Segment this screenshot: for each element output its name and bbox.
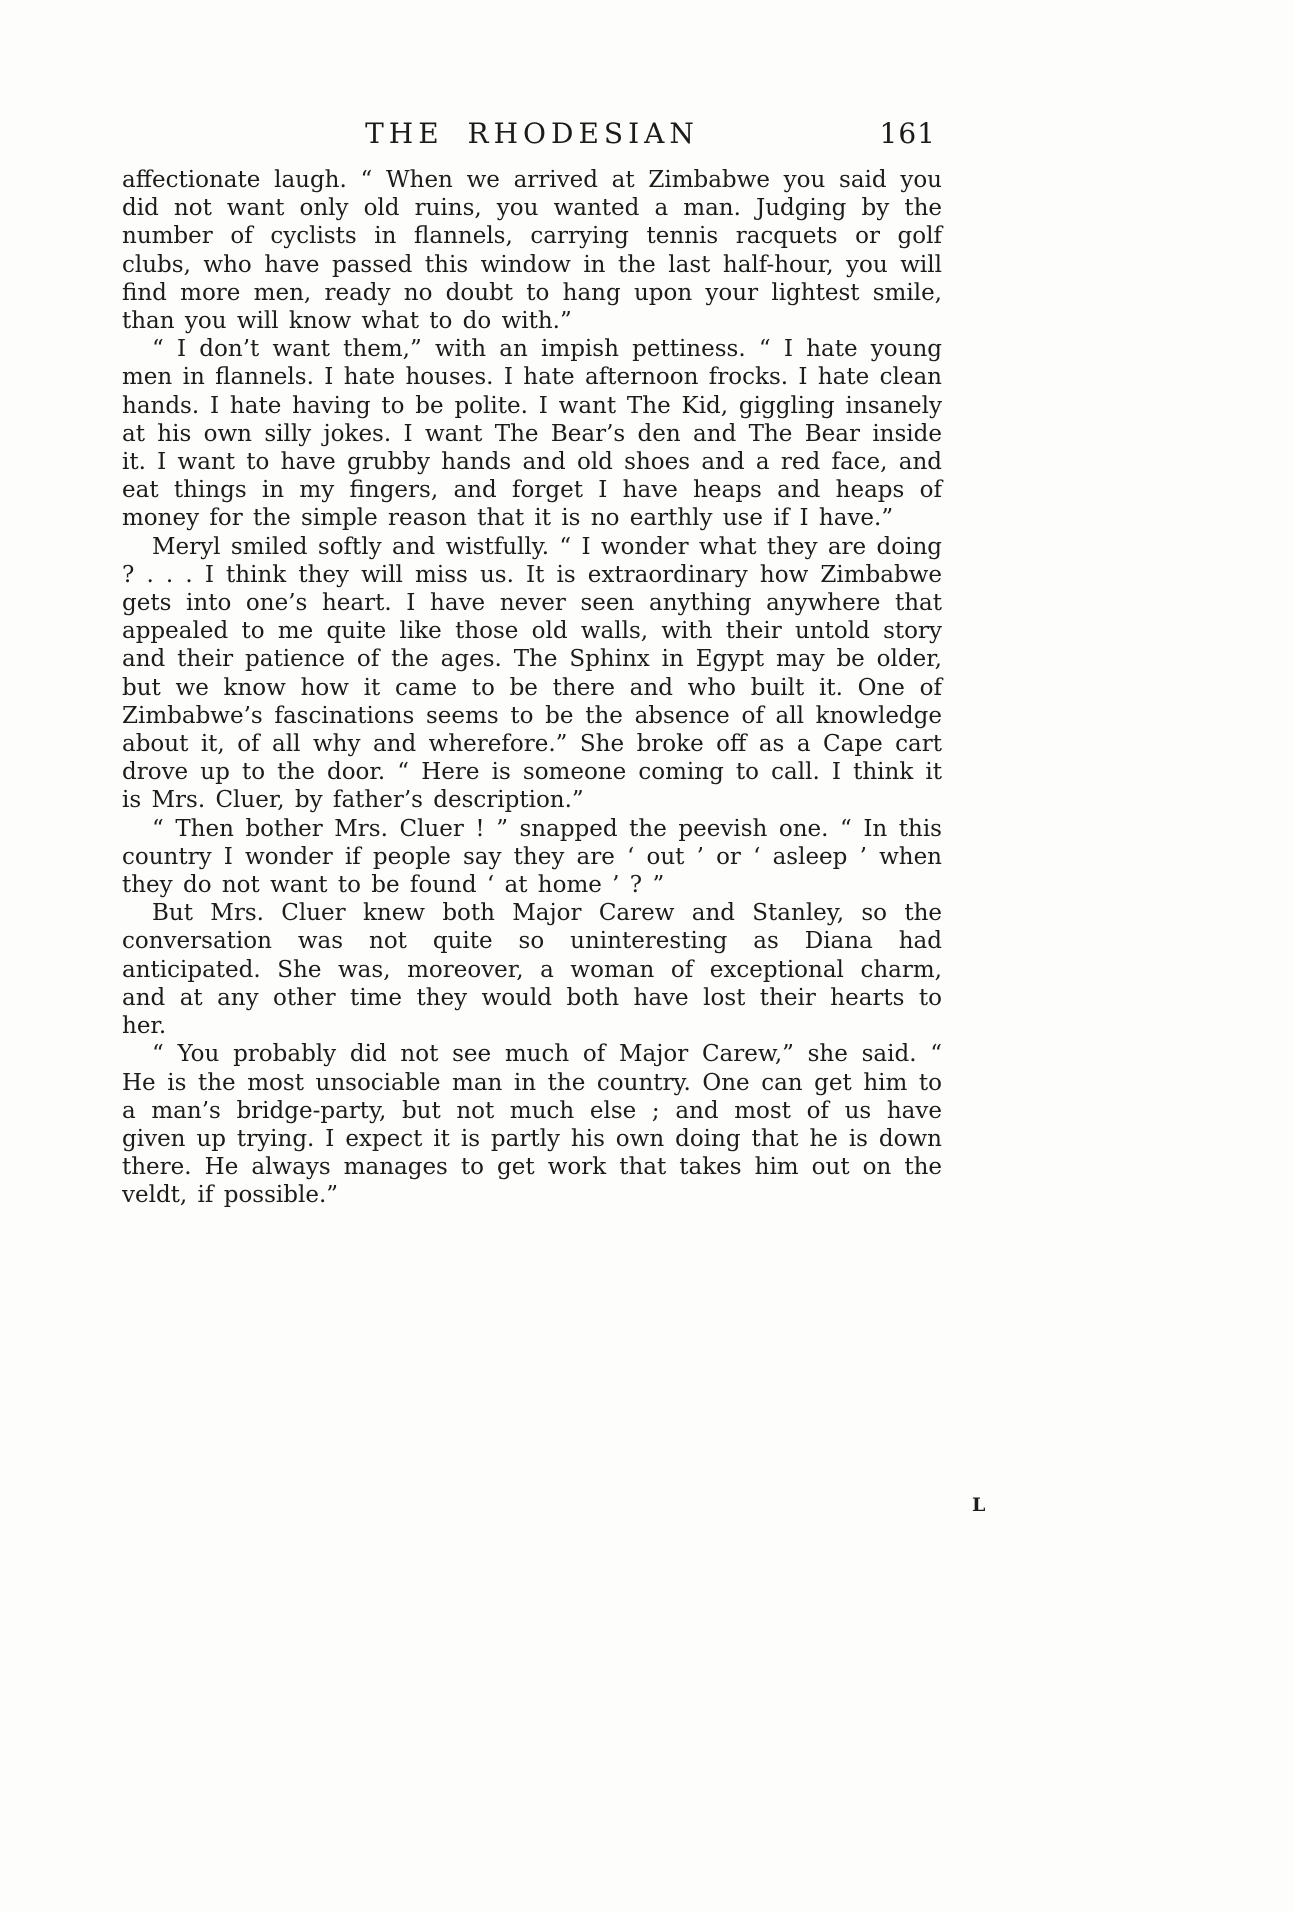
page-header — [122, 118, 942, 150]
paragraph-5: But Mrs. Cluer knew both Major Carew and Stanley, so the conversation was not quite so uninteresting as Diana had anticipated. She was, moreover, a woman of exceptional charm, and at any other time they would both have lost their hearts to her. — [122, 900, 942, 1040]
page-body — [122, 166, 942, 1210]
page-content — [122, 118, 942, 1210]
paragraph-1: affectionate laugh. “ When we arrived at Zimbabwe you said you did not want only old ruins, you wanted a man. Judging by the number of cyclists in flannels, carrying tennis racquets or golf clubs, who have passed this window in the last half-hour, you will find more men, ready no doubt to hang upon your lightest smile, than you will know what to do with.” — [122, 167, 942, 335]
paragraph-2: “ I don’t want them,” with an impish pettiness. “ I hate young men in flannels. I hate houses. I hate afternoon frocks. I hate clean hands. I hate having to be polite. I want The Kid, giggling insanely at his own silly jokes. I want The Bear’s den and The Bear inside it. I want to have grubby hands and old shoes and a red face, and eat things in my fingers, and forget I have heaps and heaps of money for the simple reason that it is no earthly use if I have.” — [122, 336, 942, 532]
signature-mark: L — [972, 1494, 987, 1516]
page-number: 161 — [879, 117, 936, 150]
running-title: THE RHODESIAN — [365, 117, 699, 150]
paragraph-6: “ You probably did not see much of Major Carew,” she said. “ He is the most unsociable man in the country. One can get him to a man’s bridge-party, but not much else ; and most of us have given up trying. I expect it is partly his own doing that he is down there. He always manages to get work that takes him out on the veldt, if possible.” — [122, 1041, 942, 1209]
paragraph-4: “ Then bother Mrs. Cluer ! ” snapped the peevish one. “ In this country I wonder if people say they are ‘ out ’ or ‘ asleep ’ when they do not want to be found ‘ at home ’ ? ” — [122, 815, 942, 899]
paragraph-3: Meryl smiled softly and wistfully. “ I wonder what they are doing ? . . . I think they will miss us. It is extraordinary how Zimbabwe gets into one’s heart. I have never seen anything anywhere that appealed to me quite like those old walls, with their untold story and their patience of the ages. The Sphinx in Egypt may be older, but we know how it came to be there and who built it. One of Zimbabwe’s fascinations seems to be the absence of all knowledge about it, of all why and wherefore.” She broke off as a Cape cart drove up to the door. “ Here is someone coming to call. I think it is Mrs. Cluer, by father’s description.” — [122, 533, 942, 814]
